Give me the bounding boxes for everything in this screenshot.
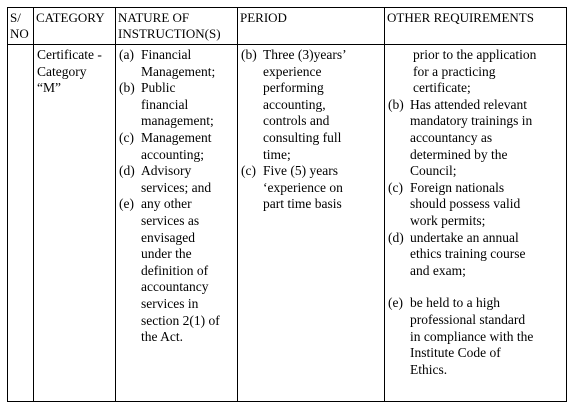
cell-category: Certificate - Category “M”	[34, 45, 116, 402]
list-item	[119, 47, 235, 80]
header-other-requirements: OTHER REQUIREMENTS	[385, 8, 567, 45]
continued-text: prior to the application for a practicing certificate;	[413, 47, 537, 96]
item-label: (a)	[119, 47, 134, 62]
list-item	[119, 130, 235, 163]
list-item	[388, 230, 564, 280]
list-item	[119, 196, 235, 345]
period-list	[241, 47, 382, 213]
item-label: (d)	[119, 163, 135, 179]
item-label: (c)	[388, 179, 403, 195]
list-item	[241, 163, 382, 213]
item-label: (e)	[119, 196, 134, 212]
list-item	[388, 97, 564, 180]
nature-list	[119, 47, 235, 346]
item-text: Advisory services; and	[141, 163, 212, 195]
item-text: Five (5) years ‘experience on part time basis	[263, 163, 343, 212]
item-text: Three (3)years’ experience performing accounting, controls and consulting full time;	[263, 47, 347, 162]
item-text: undertake an annual ethics training course and exam;	[410, 229, 526, 278]
item-text: Has attended relevant mandatory trainings in accountancy as determined by the Council;	[410, 96, 533, 179]
cell-period	[238, 45, 385, 402]
item-label: (d)	[388, 229, 404, 245]
item-label: (b)	[241, 47, 257, 62]
item-text: Management accounting;	[141, 129, 212, 162]
item-text: Public financial management;	[141, 80, 214, 129]
item-text: be held to a high professional standard in compliance with the Institute Code of Ethics.	[410, 295, 534, 377]
list-spacer	[388, 279, 564, 295]
cell-sno	[8, 45, 34, 402]
other-requirements-list	[388, 97, 564, 379]
cell-other-requirements	[385, 45, 567, 402]
list-item	[119, 80, 235, 130]
header-row	[8, 8, 567, 45]
list-item	[388, 180, 564, 230]
header-period: PERIOD	[238, 8, 385, 45]
item-label: (c)	[241, 163, 256, 179]
item-label: (b)	[119, 80, 135, 96]
item-label: (e)	[388, 295, 403, 311]
list-item	[388, 295, 564, 378]
table-row	[8, 45, 567, 402]
list-item	[241, 47, 382, 163]
item-label: (c)	[119, 129, 134, 145]
cell-nature	[116, 45, 238, 402]
header-category: CATEGORY	[34, 8, 116, 45]
item-text: Financial Management;	[141, 47, 216, 79]
item-label: (b)	[388, 96, 404, 112]
item-text: Foreign nationals should possess valid work permits;	[410, 179, 521, 228]
header-nature: NATURE OF INSTRUCTION(S)	[116, 8, 238, 45]
list-item	[119, 163, 235, 196]
item-text: any other services as envisaged under the definition of accountancy services in section 2(1) of the Act.	[141, 196, 220, 345]
requirements-table	[7, 7, 567, 402]
header-sno: S/ NO	[8, 8, 34, 45]
